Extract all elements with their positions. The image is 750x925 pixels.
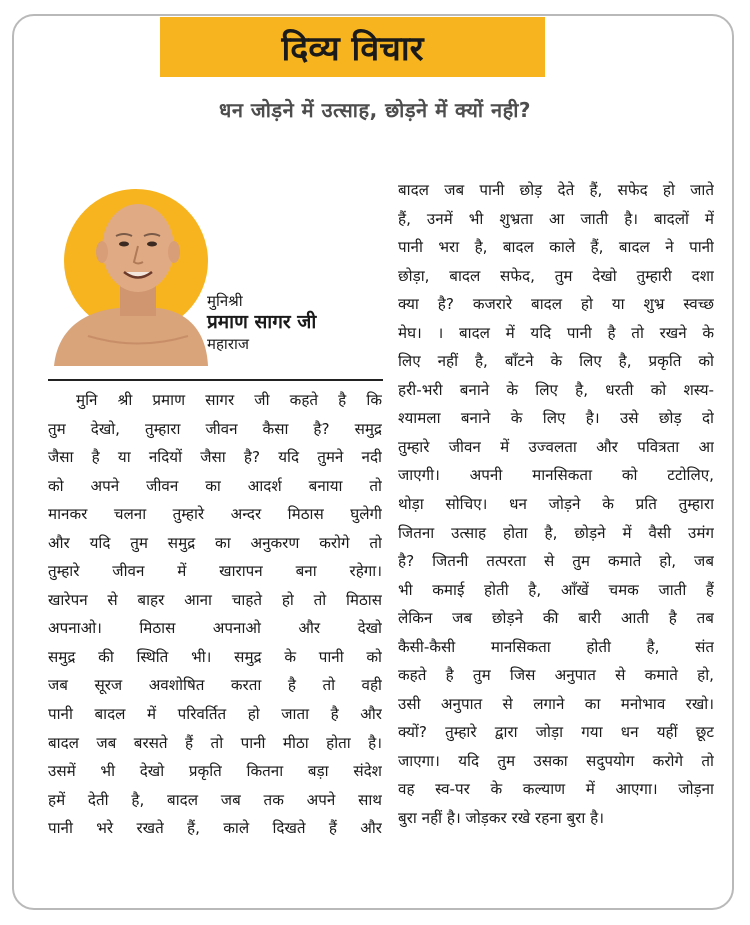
article-column-right [398, 176, 714, 833]
author-suffix: महाराज [207, 334, 249, 353]
text-line: पानी भरा है, बादल काले हैं, बादल ने पानी [398, 238, 714, 257]
text-line: क्यों? तुम्हारे द्वारा जोड़ा गया धन यहीं छूट [398, 723, 714, 742]
text-line: क्या है? कजरारे बादल हो या शुभ्र स्वच्छ [398, 295, 714, 314]
text-line: बादल जब बरसते हैं तो पानी मीठा होता है। [48, 733, 382, 752]
section-banner [160, 17, 545, 77]
text-line: बुरा नहीं है। जोड़कर रखे रहना बुरा है। [398, 809, 604, 828]
text-line: जब सूरज अवशोषित करता है तो वही [48, 676, 382, 695]
text-line: छोड़ा, बादल सफेद, तुम देखो तुम्हारी दशा [398, 266, 714, 285]
text-line: हरी-भरी बनाने के लिए है, धरती को शस्य- [398, 380, 714, 399]
text-line: और यदि तुम समुद्र का अनुकरण करोगे तो [48, 533, 382, 552]
article-headline: धन जोड़ने में उत्साह, छोड़ने में क्यों नही? [219, 98, 531, 122]
section-banner-label: दिव्य विचार [281, 29, 424, 69]
text-line: जाएगा। यदि तुम उसका सदुपयोग करोगे तो [398, 751, 714, 770]
text-line: मुनि श्री प्रमाण सागर जी कहते है कि [76, 391, 382, 409]
text-line: लिए नहीं है, बाँटने के लिए है, प्रकृति को [398, 352, 714, 371]
text-line: पानी भरे रखते हैं, काले दिखते हैं और [48, 819, 382, 838]
byline-divider [48, 379, 383, 381]
article-column-left [48, 386, 382, 843]
text-line: कहते है तुम जिस अनुपात से कमाते हो, [398, 666, 714, 685]
text-line: बादल जब पानी छोड़ देते हैं, सफेद हो जाते [398, 181, 714, 199]
author-title: मुनिश्री [207, 292, 243, 310]
author-byline [207, 292, 316, 353]
text-line: उसमें भी देखो प्रकृति कितना बड़ा संदेश [48, 762, 382, 781]
text-line: मानकर चलना तुम्हारे अन्दर मिठास घुलेगी [48, 505, 382, 524]
text-line: अपनाओ। मिठास अपनाओ और देखो [48, 619, 382, 638]
author-photo [48, 186, 208, 366]
text-line: जाएगी। अपनी मानसिकता को टटोलिए, [398, 466, 714, 485]
text-line: पानी बादल में परिवर्तित हो जाता है और [48, 705, 382, 724]
text-line: को अपने जीवन का आदर्श बनाया तो [48, 476, 382, 495]
text-line: है? जितनी तत्परता से तुम कमाते हो, जब [398, 552, 714, 571]
text-line: तुम्हारे जीवन में खारापन बना रहेगा। [48, 562, 382, 581]
text-line: जैसा है या नदियों जैसा है? यदि तुमने नदी [48, 448, 382, 467]
text-line: वह स्व-पर के कल्याण में आएगा। जोड़ना [398, 780, 714, 799]
text-line: मेघ। । बादल में यदि पानी है तो रखने के [398, 323, 714, 342]
text-line: भी कमाई होती है, आँखें चमक जाती हैं [398, 580, 714, 599]
text-line: श्यामला बनाने के लिए है। उसे छोड़ दो [398, 409, 714, 428]
text-line: थोड़ा सोचिए। धन जोड़ने के प्रति तुम्हारा [398, 495, 714, 514]
text-line: उसी अनुपात से लगाने का मनोभाव रखो। [398, 694, 714, 713]
author-portrait [48, 186, 208, 366]
text-line: हमें देती है, बादल जब तक अपने साथ [48, 790, 382, 809]
text-line: समुद्र की स्थिति भी। समुद्र के पानी को [48, 647, 382, 666]
text-line: तुम्हारे जीवन में उज्वलता और पवित्रता आ [398, 437, 714, 456]
text-line: तुम देखो, तुम्हारा जीवन कैसा है? समुद्र [48, 419, 382, 438]
text-line: लेकिन जब छोड़ने की बारी आती है तब [398, 609, 714, 628]
text-line: जितना उत्साह होता है, छोड़ने में वैसी उमंग [398, 523, 714, 542]
text-line: खारेपन से बाहर आना चाहते हो तो मिठास [48, 590, 382, 609]
text-line: हैं, उनमें भी शुभ्रता आ जाती है। बादलों में [398, 209, 714, 228]
text-line: कैसी-कैसी मानसिकता होती है, संत [398, 637, 714, 656]
author-name: प्रमाण सागर जी [207, 310, 317, 333]
